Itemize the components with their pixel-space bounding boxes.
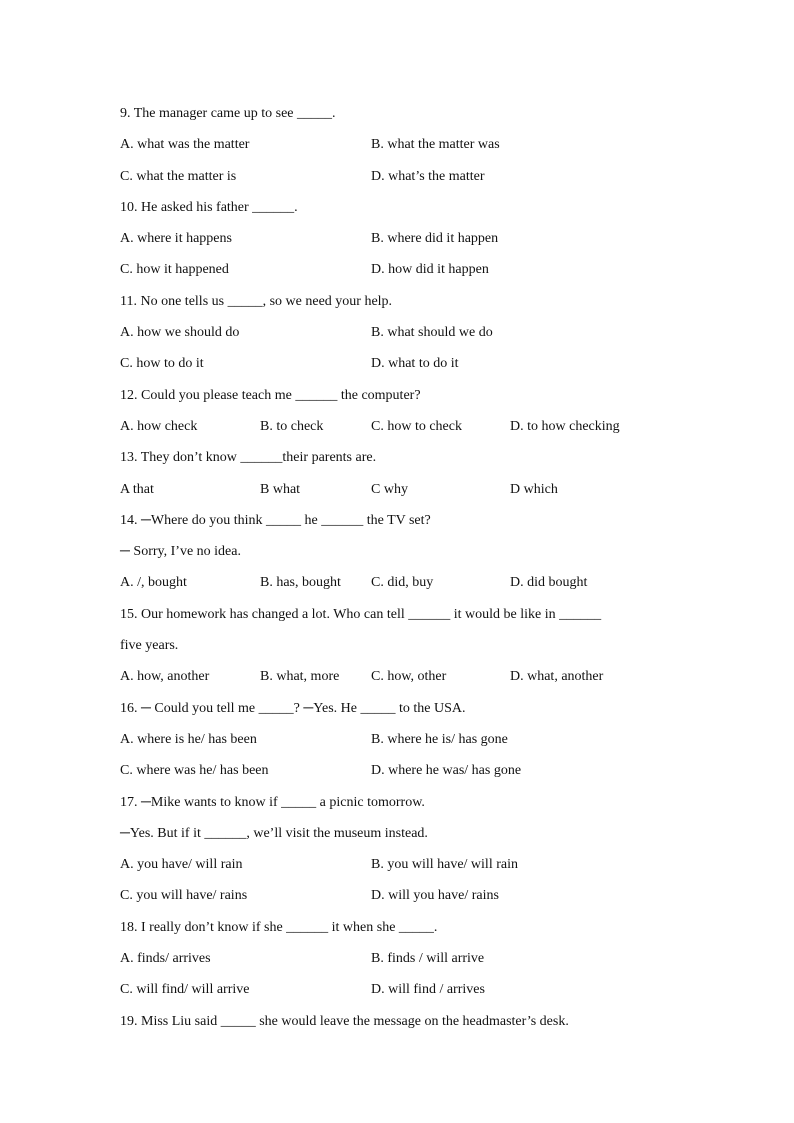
option-c: C. what the matter is [120,168,237,184]
question-stem: 16. ─ Could you tell me _____? ─Yes. He _____ to the USA. [120,700,466,716]
options-row [120,724,680,755]
option-c: C. how, other [371,669,447,685]
option-c: C. how to check [371,418,462,434]
question-stem: 12. Could you please teach me ______ the computer? [120,387,421,403]
question-stem: 10. He asked his father ______. [120,199,298,215]
option-b: B what [260,481,301,497]
option-a: A that [120,481,154,497]
option-a: A. how we should do [120,325,240,341]
option-b: B. where did it happen [371,231,499,247]
options-row [120,129,680,160]
options-row [120,474,680,505]
question-stem-continued: five years. [120,638,179,654]
question-stem: 14. ─Where do you think _____ he ______ the TV set? [120,512,431,528]
option-a: A. finds/ arrives [120,951,211,967]
options-row [120,317,680,348]
option-a: A. you have/ will rain [120,857,243,873]
option-c: C. where was he/ has been [120,763,269,779]
option-b: B. where he is/ has gone [371,731,508,747]
option-b: B. has, bought [260,575,341,591]
option-d: D which [510,481,558,497]
option-b: B. finds / will arrive [371,951,485,967]
option-a: A. where is he/ has been [120,731,257,747]
options-row [120,880,680,911]
options-row [120,161,680,192]
option-d: D. what’s the matter [371,168,485,184]
option-b: B. what, more [260,669,340,685]
options-row [120,974,680,1005]
option-a: A. where it happens [120,231,232,247]
question-stem: 19. Miss Liu said _____ she would leave the message on the headmaster’s desk. [120,1013,569,1029]
option-b: B. what should we do [371,325,493,341]
question-stem: 13. They don’t know ______their parents are. [120,450,377,466]
options-row [120,567,680,598]
option-b: B. to check [260,418,324,434]
option-c: C. you will have/ rains [120,888,248,904]
options-row [120,411,680,442]
option-b: B. you will have/ will rain [371,857,518,873]
option-c: C. did, buy [371,575,434,591]
question-stem: 17. ─Mike wants to know if _____ a picnic tomorrow. [120,794,425,810]
option-a: A. how check [120,418,198,434]
options-row [120,348,680,379]
option-d: D. to how checking [510,418,620,434]
option-a: A. how, another [120,669,210,685]
option-d: D. what, another [510,669,604,685]
option-a: A. /, bought [120,575,187,591]
question-response: ─Yes. But if it ______, we’ll visit the museum instead. [120,825,428,841]
question-response: ─ Sorry, I’ve no idea. [120,544,241,560]
option-c: C. will find/ will arrive [120,982,250,998]
question-stem: 15. Our homework has changed a lot. Who can tell ______ it would be like in ______ [120,606,602,622]
option-d: D. what to do it [371,356,459,372]
option-d: D. how did it happen [371,262,489,278]
option-d: D. will find / arrives [371,982,485,998]
option-d: D. did bought [510,575,588,591]
option-d: D. will you have/ rains [371,888,499,904]
options-row [120,661,680,692]
worksheet-page [120,98,680,1037]
options-row [120,254,680,285]
options-row [120,849,680,880]
option-c: C. how to do it [120,356,204,372]
options-row [120,943,680,974]
option-b: B. what the matter was [371,137,500,153]
options-row [120,755,680,786]
option-d: D. where he was/ has gone [371,763,522,779]
question-stem: 11. No one tells us _____, so we need your help. [120,293,393,309]
options-row [120,223,680,254]
question-stem: 9. The manager came up to see _____. [120,106,336,121]
option-c: C why [371,481,408,497]
option-c: C. how it happened [120,262,229,278]
option-a: A. what was the matter [120,137,250,153]
question-stem: 18. I really don’t know if she ______ it when she _____. [120,919,438,935]
